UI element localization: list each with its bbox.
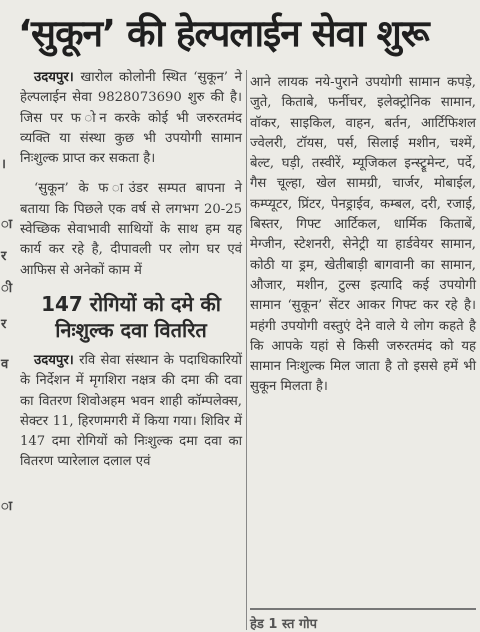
next-article-heading: हेड 1 स्त गोप: [250, 617, 318, 632]
story1-dateline: उदयपुर।: [34, 70, 74, 85]
next-article-fragment: [250, 606, 476, 630]
right-column: [250, 73, 476, 398]
story2-headline: 147 रोगियों को दमे की निःशुल्क दवा वितरित: [41, 291, 221, 342]
edge-glyph: र: [1, 317, 7, 332]
story1-para1-text: खारोल कोलोनी स्थित ‘सुकून’ ने हेल्पलाईन सेवा 9828073690 शुरु की है। जिस पर फ ोन करके कोई भी जरुरतमंद व्यक्ति या संस्था कुछ भी उपयोगी सामान निःशुल्क प्राप्त कर सकता है।: [20, 70, 242, 167]
story1-para3: आने लायक नये-पुराने उपयोगी सामान कपड़े, जुते, किताबे, फर्नीचर, इलेक्ट्रोनिक सामान, वॉकर, साइकिल, वाहन, बर्तन, आर्टिफिशल ज्वेलरी, टॉयस, पर्स, सिलाई मशीन, चश्में, बेल्ट, घड़ी, तस्वीरें, म्यूजिकल इन्स्ट्रूमेन्ट, पर्दे, गैस चूल्हा, खेल सामग्री, चार्जर, मोबाईल, कम्प्यूटर, प्रिंटर, पेनड्राईव, कम्बल, दरी, रजाई, बिस्तर, गिफ्ट आर्टिकल, धार्मिक किताबें, मेग्जीन, स्टेशनरी, सेनेट्री या हार्डवेयर सामान, कोठी या ड्रम, खेतीबाड़ी बागवानी का सामान, औजार, मशीन, टुल्स इत्यादि कई उपयोगी सामान ‘सुकून’ सेंटर आकर गिफ्ट कर रहे है। महंगी उपयोगी वस्तुएं देने वाले ये लोग कहते है कि आपके यहां से किसी जरुरतमंद को यह सामान निःशुल्क मिल जाता है तो इससे हमें भी सुकून मिलता है।: [250, 75, 476, 395]
edge-glyph: ा: [1, 217, 13, 232]
story2-body: [20, 351, 242, 473]
edge-glyph: व: [1, 357, 9, 372]
divider-rule: [250, 608, 476, 610]
story1-para1: [20, 68, 242, 169]
article-headline: ‘सुकून’ की हेल्पलाईन सेवा शुरू: [18, 12, 429, 55]
column-divider: [246, 70, 247, 630]
story2-body-text: रवि सेवा संस्थान के पदाधिकारियों के निर्देशन में मृगशिरा नक्षत्र की दमा की दवा का वितरण शिवोअहम भवन शाही कॉम्पलेक्स, सेक्टर 11, हिरणमगरी में किया गया। शिविर में 147 दमा रोगियों को निःशुल्क दमा दवा का वितरण प्यारेलाल दलाल एवं: [20, 352, 242, 470]
left-edge-fragments: [0, 150, 14, 514]
left-column: [20, 68, 242, 473]
story2-dateline: उदयपुर।: [34, 352, 74, 368]
edge-glyph: र: [1, 249, 7, 264]
edge-glyph: ी: [1, 281, 13, 296]
edge-glyph: ।: [1, 157, 6, 172]
story1-para2: ‘सुकून’ के फ ाउंडर सम्पत बापना ने बताया कि पिछले एक वर्ष से लगभग 20-25 स्वेच्छिक सेवाभावी साथियों के साथ हम यह कार्य कर रहे है, दीपावली पर लोग घर एवं आफिस से अनेकों काम में: [20, 181, 242, 278]
edge-glyph: ा: [1, 499, 13, 514]
